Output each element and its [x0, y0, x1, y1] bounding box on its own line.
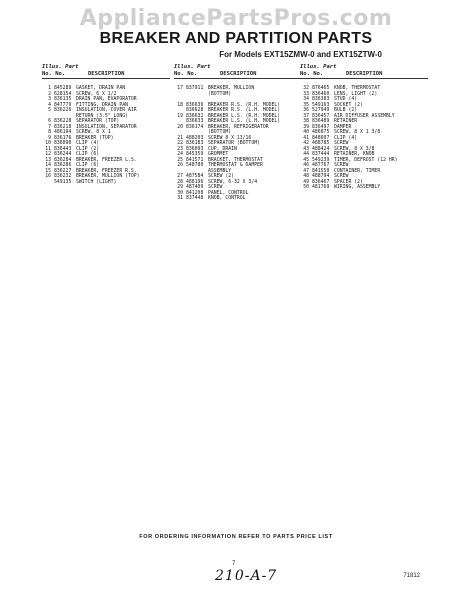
part-number: 487409: [186, 185, 204, 190]
illus-number: 38: [303, 119, 309, 124]
header-no: No. No.: [174, 71, 198, 77]
illus-number: 13: [45, 157, 51, 163]
illus-number: 18: [177, 102, 183, 108]
part-description: BREAKER L.S. (R.H. MODEL): [208, 113, 281, 119]
part-number: 836174: [186, 124, 204, 130]
part-number: 836443: [54, 146, 72, 152]
part-description: BREAKER (TOP): [76, 135, 114, 141]
illus-number: 42: [303, 141, 309, 146]
illus-number: 45: [303, 157, 309, 163]
part-description: INSULATION, SEPARATOR: [76, 124, 137, 130]
part-description: ASSEMBLY: [208, 168, 232, 174]
page-title: BREAKER AND PARTITION PARTS: [99, 30, 373, 47]
part-description: SOCKET (2): [334, 102, 363, 108]
part-description: BREAKER R.S. (R.H. MODEL): [208, 102, 281, 108]
illus-number: 31: [177, 196, 183, 201]
part-description: CLIP (2): [76, 146, 100, 152]
illus-number: 21: [177, 135, 183, 141]
part-description: (BOTTOM): [208, 130, 232, 135]
part-description: BREAKER R.S. (L.H. MODEL): [208, 108, 281, 113]
header-rule: [174, 78, 302, 79]
part-number: 628154: [54, 91, 72, 97]
illus-number: 19: [177, 113, 183, 119]
part-description: CLIP (6): [76, 152, 100, 157]
illus-number: 48: [303, 174, 309, 179]
part-description: SCREW: [208, 185, 223, 190]
part-number: 836227: [54, 168, 72, 174]
part-description: STUD (4): [334, 97, 358, 102]
document-number: 71812: [403, 573, 420, 579]
part-description: CUP, DRAIN: [208, 146, 237, 152]
column-header: [42, 64, 182, 86]
header-rule: [42, 78, 170, 79]
part-number: 487584: [186, 174, 204, 179]
part-description: GROMMET: [208, 152, 229, 157]
part-number: 837448: [186, 196, 204, 201]
parts-column-2: [174, 64, 314, 202]
part-description: CLIP (6): [76, 163, 100, 168]
part-number: 841208: [186, 190, 204, 196]
illus-number: 33: [303, 91, 309, 97]
part-number: 841550: [312, 168, 330, 174]
illus-number: 32: [303, 86, 309, 91]
part-number: 836226: [54, 108, 72, 113]
page-number: 7: [232, 561, 236, 567]
part-description: (BOTTOM): [208, 91, 232, 97]
part-description: SCREW, 6-32 X 3/4: [208, 179, 258, 185]
ordering-footer: FOR ORDERING INFORMATION REFER TO PARTS PRICE LIST: [139, 534, 333, 540]
part-number: 488203: [186, 135, 204, 141]
part-number: 836228: [54, 119, 72, 124]
part-description: SEPARATOR (BOTTOM): [208, 141, 260, 146]
illus-number: 49: [303, 179, 309, 185]
part-description: RETURN (3.5" LONG): [76, 113, 128, 119]
part-description: SCREW, 8 X 1: [76, 130, 111, 135]
illus-number: 37: [303, 113, 309, 119]
part-description: KNOB, CONTROL: [208, 196, 246, 201]
header-description: DESCRIPTION: [346, 71, 383, 77]
illus-number: 17: [177, 86, 183, 91]
part-description: SPACER (2): [334, 179, 363, 185]
page-subtitle: For Models EXT15ZMW-0 and EXT15ZTW-0: [219, 50, 382, 59]
part-number: 836467: [312, 179, 330, 185]
illus-number: 8: [48, 130, 51, 135]
column-header: [300, 64, 450, 86]
illus-number: 2: [48, 91, 51, 97]
header-no: No. No.: [300, 71, 324, 77]
part-description: LENS, LIGHT (2): [334, 91, 378, 97]
illus-number: 34: [303, 97, 309, 102]
part-number: 486075: [312, 130, 330, 135]
part-description: SWITCH (LIGHT): [76, 179, 117, 185]
illus-number: 28: [177, 179, 183, 185]
part-number: 837911: [186, 86, 204, 91]
part-description: SCREW, 8 X 1 3/8: [334, 130, 381, 135]
part-description: DRAIN PAN, EVAPORATOR: [76, 97, 137, 102]
part-number: 488196: [186, 179, 204, 185]
illus-number: 22: [177, 141, 183, 146]
illus-number: 4: [48, 102, 51, 108]
part-description: INSULATION, COVER AIR: [76, 108, 137, 113]
part-number: 836232: [54, 174, 72, 179]
illus-number: 27: [177, 174, 183, 179]
column-header: [174, 64, 314, 86]
header-illus-part: Illus. Part: [300, 64, 337, 70]
illus-number: 35: [303, 102, 309, 108]
part-number: 836497: [312, 124, 330, 130]
header-illus-part: Illus. Part: [42, 64, 79, 70]
part-description: CONTAINER, TIMER: [334, 168, 381, 174]
part-number: 836457: [312, 113, 330, 119]
part-description: CLIP (4): [76, 141, 100, 146]
illus-number: 25: [177, 157, 183, 163]
illus-number: 16: [45, 174, 51, 179]
illus-number: [42, 180, 51, 186]
part-number: 845359: [186, 152, 204, 157]
illus-number: 36: [303, 108, 309, 113]
part-number: 836383: [312, 97, 330, 102]
part-number: 549135: [54, 179, 72, 185]
part-description: SCREW: [334, 163, 349, 168]
illus-number: 47: [303, 168, 309, 174]
part-row: [300, 185, 450, 191]
part-number: 836218: [54, 124, 72, 130]
part-description: BREAKER L.S. (L.H. MODEL): [208, 119, 281, 124]
illus-number: 6: [48, 119, 51, 124]
illus-number: 41: [303, 135, 309, 141]
illus-number: 30: [177, 190, 183, 196]
part-number: 836632: [186, 113, 204, 119]
illus-number: 10: [45, 141, 51, 146]
illus-number: 1: [48, 86, 51, 91]
part-number: 836183: [186, 141, 204, 146]
illus-number: 14: [45, 163, 51, 168]
part-number: 487767: [312, 163, 330, 168]
illus-number: 50: [303, 185, 309, 190]
part-number: 836633: [186, 119, 204, 124]
header-no: No. No.: [42, 71, 66, 77]
part-number: 836286: [54, 163, 72, 168]
parts-column-3: [300, 64, 450, 191]
illus-number: 20: [177, 124, 183, 130]
illus-number: 12: [45, 152, 51, 157]
part-number: 527949: [312, 108, 330, 113]
part-number: 836628: [186, 108, 204, 113]
part-description: SEPARATOR (TOP): [76, 119, 120, 124]
part-number: 549239: [312, 157, 330, 163]
part-description: BULB (2): [334, 108, 358, 113]
part-row: [174, 196, 314, 202]
part-number: 836093: [186, 146, 204, 152]
part-number: 836244: [54, 152, 72, 157]
part-description: BREAKER, FREEZER L.S.: [76, 157, 137, 163]
part-description: SCREW: [334, 141, 349, 146]
parts-rows: [42, 86, 182, 185]
part-number: 548780: [186, 163, 204, 168]
part-number: 836135: [54, 97, 72, 102]
part-number: 837444: [312, 152, 330, 157]
illus-number: 24: [177, 152, 183, 157]
part-description: SCREW, 6 X 1/2: [76, 91, 117, 97]
part-number: 841571: [186, 157, 204, 163]
part-number: 481769: [312, 185, 330, 190]
illus-number: 9: [48, 135, 51, 141]
part-number: 836639: [186, 102, 204, 108]
illus-number: 29: [177, 185, 183, 190]
header-description: DESCRIPTION: [220, 71, 257, 77]
parts-rows: [300, 86, 450, 191]
part-number: 836090: [54, 141, 72, 146]
part-row: [42, 180, 182, 186]
part-description: KNOB, THERMOSTAT: [334, 86, 381, 91]
part-description: SCREW: [334, 174, 349, 179]
part-number: 549163: [312, 102, 330, 108]
parts-column-1: [42, 64, 182, 185]
part-description: THERMOSTAT & DAMPER: [208, 163, 263, 168]
part-number: 488794: [312, 174, 330, 179]
illus-number: 15: [45, 168, 51, 174]
part-description: BREAKER, FREEZER R.S.: [76, 168, 137, 174]
part-description: BREAKER, MULLION (TOP): [76, 174, 140, 179]
part-description: SCREW 8 X 13/16: [208, 135, 252, 141]
header-rule: [300, 78, 428, 79]
part-description: BRACKET, THERMOSTAT: [208, 157, 263, 163]
header-description: DESCRIPTION: [88, 71, 125, 77]
part-description: WIRING, ASSEMBLY: [334, 185, 381, 190]
part-number: 836176: [54, 135, 72, 141]
part-description: FITTING, DRAIN PAN: [76, 102, 128, 108]
part-number: 488424: [312, 146, 330, 152]
watermark: AppliancePartsPros.com: [79, 6, 393, 31]
header-illus-part: Illus. Part: [174, 64, 211, 70]
part-description: CLIP (4): [334, 135, 358, 141]
part-description: DAMPER: [334, 124, 352, 130]
part-description: SCREW (2): [208, 174, 234, 179]
part-description: BREAKER, REFRIGERATOR: [208, 124, 269, 130]
part-description: BREAKER, MULLION: [208, 86, 255, 91]
illus-number: 7: [48, 124, 51, 130]
part-number: 836284: [54, 157, 72, 163]
part-number: 876465: [312, 86, 330, 91]
parts-rows: [174, 86, 314, 202]
part-description: SCREW, 8 X 3/8: [334, 146, 375, 152]
illus-number: 40: [303, 130, 309, 135]
part-description: RETAINER, KNOB: [334, 152, 375, 157]
part-description: PANEL, CONTROL: [208, 190, 249, 196]
part-number: 845289: [54, 86, 72, 91]
illus-number: 23: [177, 146, 183, 152]
part-description: GASKET, DRAIN PAN: [76, 86, 126, 91]
illus-number: 43: [303, 146, 309, 152]
handwritten-note: 210-A-7: [215, 568, 278, 584]
illus-number: 3: [48, 97, 51, 102]
part-number: 836489: [312, 119, 330, 124]
part-number: 847779: [54, 102, 72, 108]
illus-number: 44: [303, 152, 309, 157]
illus-number: 39: [303, 124, 309, 130]
illus-number: 26: [177, 163, 183, 168]
part-number: 486194: [54, 130, 72, 135]
part-number: 488785: [312, 141, 330, 146]
illus-number: 11: [45, 146, 51, 152]
illus-number: 5: [48, 108, 51, 113]
part-description: AIR DIFFUSER ASSEMBLY: [334, 113, 395, 119]
part-number: 836460: [312, 91, 330, 97]
part-number: 848607: [312, 135, 330, 141]
part-description: RETAINER: [334, 119, 358, 124]
part-description: TIMER, DEFROST (12 HR): [334, 157, 398, 163]
illus-number: 46: [303, 163, 309, 168]
